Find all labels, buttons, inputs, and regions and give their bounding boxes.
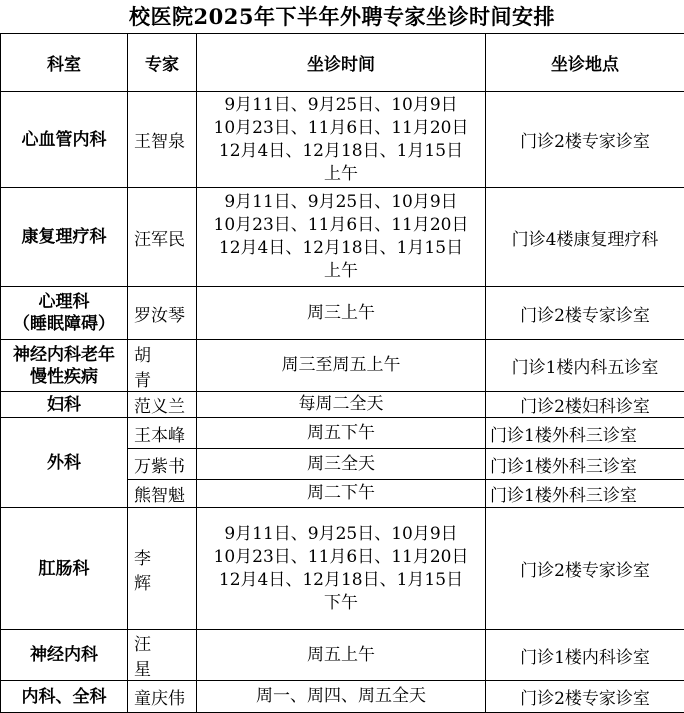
- time-cell: 周二下午: [197, 480, 486, 508]
- expert-cell: 王本峰: [128, 418, 197, 449]
- expert-cell: 李 辉: [128, 508, 197, 630]
- dept-cell: 外科: [1, 418, 128, 508]
- location-cell: 门诊2楼专家诊室: [486, 508, 684, 630]
- time-cell: 每周二全天: [197, 392, 486, 418]
- expert-cell: 罗汝琴: [128, 287, 197, 340]
- dept-cell: [1, 287, 128, 340]
- time-line: 10月23日、11月6日、11月20日: [197, 214, 485, 237]
- expert-cell: 范义兰: [128, 392, 197, 418]
- expert-cell: 王智泉: [128, 92, 197, 188]
- expert-cell: 胡 青: [128, 340, 197, 392]
- location-cell: 门诊2楼专家诊室: [486, 92, 684, 188]
- location-cell: 门诊2楼专家诊室: [486, 287, 684, 340]
- time-line: 10月23日、11月6日、11月20日: [197, 117, 485, 140]
- time-cell: 周三上午: [197, 287, 486, 340]
- time-line: 12月4日、12月18日、1月15日: [197, 569, 485, 592]
- expert-cell: 童庆伟: [128, 681, 197, 713]
- time-line: 上午: [197, 163, 485, 186]
- time-line: 9月11日、9月25日、10月9日: [197, 191, 485, 214]
- table-row: [1, 287, 684, 340]
- dept-line: 慢性疾病: [1, 366, 127, 388]
- time-line: 12月4日、12月18日、1月15日: [197, 140, 485, 163]
- dept-cell: 康复理疗科: [1, 188, 128, 287]
- location-cell: 门诊2楼妇科诊室: [486, 392, 684, 418]
- location-cell: 门诊1楼外科三诊室: [486, 449, 684, 480]
- expert-cell: 万紫书: [128, 449, 197, 480]
- dept-line: 心理科: [1, 291, 127, 313]
- time-cell: 周三至周五上午: [197, 340, 486, 392]
- table-row: [1, 418, 684, 449]
- page-title: 校医院2025年下半年外聘专家坐诊时间安排: [0, 0, 684, 33]
- time-line: 10月23日、11月6日、11月20日: [197, 546, 485, 569]
- time-cell: [197, 508, 486, 630]
- location-cell: 门诊2楼专家诊室: [486, 681, 684, 713]
- table-row: [1, 340, 684, 392]
- dept-line: （睡眠障碍）: [1, 313, 127, 335]
- header-row: [1, 34, 684, 92]
- location-cell: 门诊4楼康复理疗科: [486, 188, 684, 287]
- dept-cell: 神经内科: [1, 630, 128, 681]
- time-line: 上午: [197, 260, 485, 283]
- table-row: [1, 508, 684, 630]
- time-line: 下午: [197, 592, 485, 615]
- location-cell: 门诊1楼外科三诊室: [486, 480, 684, 508]
- expert-cell: 汪军民: [128, 188, 197, 287]
- time-cell: 周三全天: [197, 449, 486, 480]
- header-expert: 专家: [128, 34, 197, 92]
- time-cell: 周五下午: [197, 418, 486, 449]
- time-cell: [197, 188, 486, 287]
- dept-cell: 妇科: [1, 392, 128, 418]
- table-row: [1, 392, 684, 418]
- time-line: 9月11日、9月25日、10月9日: [197, 94, 485, 117]
- time-line: 9月11日、9月25日、10月9日: [197, 523, 485, 546]
- dept-cell: 内科、全科: [1, 681, 128, 713]
- time-cell: 周五上午: [197, 630, 486, 681]
- dept-cell: [1, 340, 128, 392]
- table-row: [1, 188, 684, 287]
- dept-cell: 心血管内科: [1, 92, 128, 188]
- time-cell: 周一、周四、周五全天: [197, 681, 486, 713]
- schedule-table: [0, 33, 684, 713]
- header-dept: 科室: [1, 34, 128, 92]
- dept-line: 神经内科老年: [1, 344, 127, 366]
- location-cell: 门诊1楼内科五诊室: [486, 340, 684, 392]
- header-time: 坐诊时间: [197, 34, 486, 92]
- time-cell: [197, 92, 486, 188]
- table-row: [1, 92, 684, 188]
- expert-cell: 熊智魁: [128, 480, 197, 508]
- location-cell: 门诊1楼外科三诊室: [486, 418, 684, 449]
- expert-cell: 汪 星: [128, 630, 197, 681]
- header-location: 坐诊地点: [486, 34, 684, 92]
- time-line: 12月4日、12月18日、1月15日: [197, 237, 485, 260]
- location-cell: 门诊1楼内科诊室: [486, 630, 684, 681]
- table-row: [1, 630, 684, 681]
- dept-cell: 肛肠科: [1, 508, 128, 630]
